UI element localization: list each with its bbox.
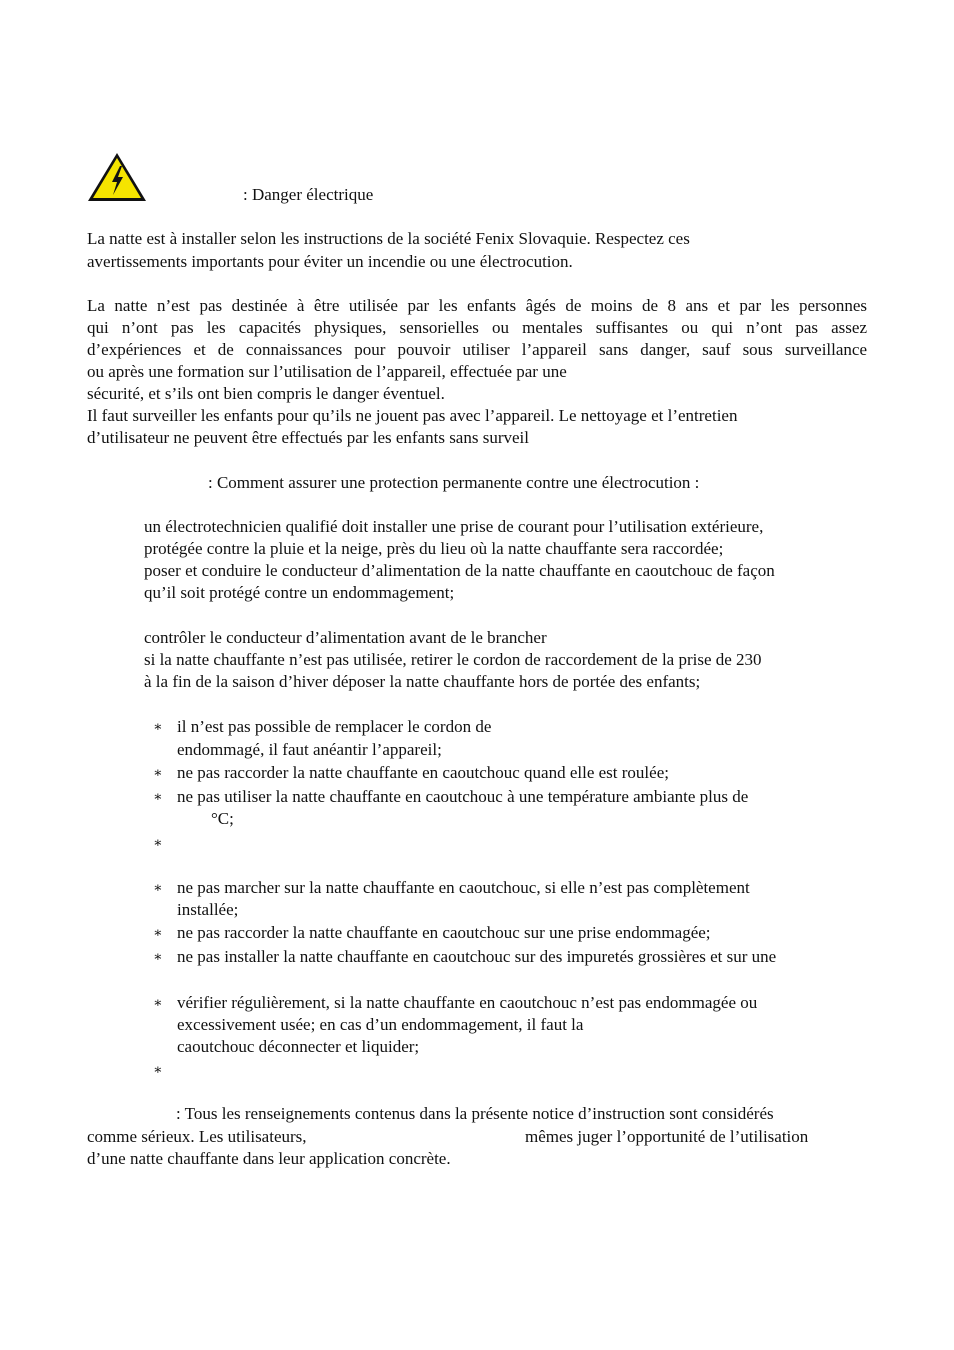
step-a-line-3: poser et conduire le conducteur d’alimentation de la natte chauffante en caoutchouc de façon (144, 561, 775, 580)
bullet-3-line-1: ne pas utiliser la natte chauffante en caoutchouc à une température ambiante plus de (177, 787, 749, 806)
step-b-line-3: à la fin de la saison d’hiver déposer la natte chauffante hors de portée des enfants; (144, 672, 701, 691)
bullet-marker: ∗ (153, 1063, 163, 1078)
high-voltage-warning-icon (86, 151, 148, 203)
bullet-5-line-1: ne pas marcher sur la natte chauffante en caoutchouc, si elle n’est pas complètement (177, 878, 750, 897)
disclaimer-line-2b: mêmes juger l’opportunité de l’utilisation (525, 1127, 809, 1146)
children-line-5: sécurité, et s’ils ont bien compris le danger éventuel. (87, 384, 445, 403)
bullet-marker: ∗ (153, 926, 163, 941)
bullet-7-line-1: ne pas installer la natte chauffante en caoutchouc sur des impuretés grossières et sur une (177, 947, 777, 966)
step-a-line-2: protégée contre la pluie et la neige, près du lieu où la natte chauffante sera raccordée; (144, 539, 724, 558)
bullet-8-line-2: excessivement usée; en cas d’un endommagement, il faut la (177, 1015, 584, 1034)
bullet-marker: ∗ (153, 950, 163, 965)
bullet-2-line-1: ne pas raccorder la natte chauffante en caoutchouc quand elle est roulée; (177, 763, 669, 782)
bullet-marker: ∗ (153, 996, 163, 1011)
protection-heading: : Comment assurer une protection permanente contre une électrocution : (208, 473, 700, 492)
disclaimer-line-2a: comme sérieux. Les utilisateurs, (87, 1127, 307, 1146)
step-a-line-4: qu’il soit protégé contre un endommagement; (144, 583, 455, 602)
bullet-3-line-2: °C; (211, 809, 234, 828)
children-line-2: qui n’ont pas les capacités physiques, sensorielles ou mentales suffisantes ou qui n’ont pas assez (87, 318, 867, 337)
warning-label: : Danger électrique (243, 185, 374, 204)
bullet-8-line-3: caoutchouc déconnecter et liquider; (177, 1037, 420, 1056)
bullet-5-line-2: installée; (177, 900, 239, 919)
children-line-3: d’expériences et de connaissances pour pouvoir utiliser l’appareil sans danger, sauf sous surveillance (87, 340, 867, 359)
disclaimer-line-3: d’une natte chauffante dans leur application concrète. (87, 1149, 451, 1168)
children-line-7: d’utilisateur ne peuvent être effectués par les enfants sans surveil (87, 428, 529, 447)
bullet-marker: ∗ (153, 790, 163, 805)
intro-line-1: La natte est à installer selon les instructions de la société Fenix Slovaquie. Respectez ces (87, 229, 690, 248)
step-b-line-2: si la natte chauffante n’est pas utilisée, retirer le cordon de raccordement de la prise de 230 (144, 650, 762, 669)
children-line-4: ou après une formation sur l’utilisation de l’appareil, effectuée par une (87, 362, 567, 381)
bullet-1-line-1: il n’est pas possible de remplacer le cordon de (177, 717, 492, 736)
bullet-marker: ∗ (153, 720, 163, 735)
bullet-marker: ∗ (153, 766, 163, 781)
bullet-1-line-2: endommagé, il faut anéantir l’appareil; (177, 740, 442, 759)
children-line-6: Il faut surveiller les enfants pour qu’ils ne jouent pas avec l’appareil. Le nettoyage et l’entretien (87, 406, 738, 425)
step-a-line-1: un électrotechnicien qualifié doit installer une prise de courant pour l’utilisation extérieure, (144, 517, 764, 536)
disclaimer-line-1: : Tous les renseignements contenus dans la présente notice d’instruction sont considérés (176, 1104, 774, 1123)
step-b-line-1: contrôler le conducteur d’alimentation avant de le brancher (144, 628, 547, 647)
bullet-marker: ∗ (153, 881, 163, 896)
bullet-6-line-1: ne pas raccorder la natte chauffante en caoutchouc sur une prise endommagée; (177, 923, 711, 942)
children-line-1: La natte n’est pas destinée à être utilisée par les enfants âgés de moins de 8 ans et par les personnes (87, 296, 867, 315)
intro-line-2: avertissements importants pour éviter un incendie ou une électrocution. (87, 252, 573, 271)
bullet-8-line-1: vérifier régulièrement, si la natte chauffante en caoutchouc n’est pas endommagée ou (177, 993, 758, 1012)
bullet-marker: ∗ (153, 836, 163, 851)
